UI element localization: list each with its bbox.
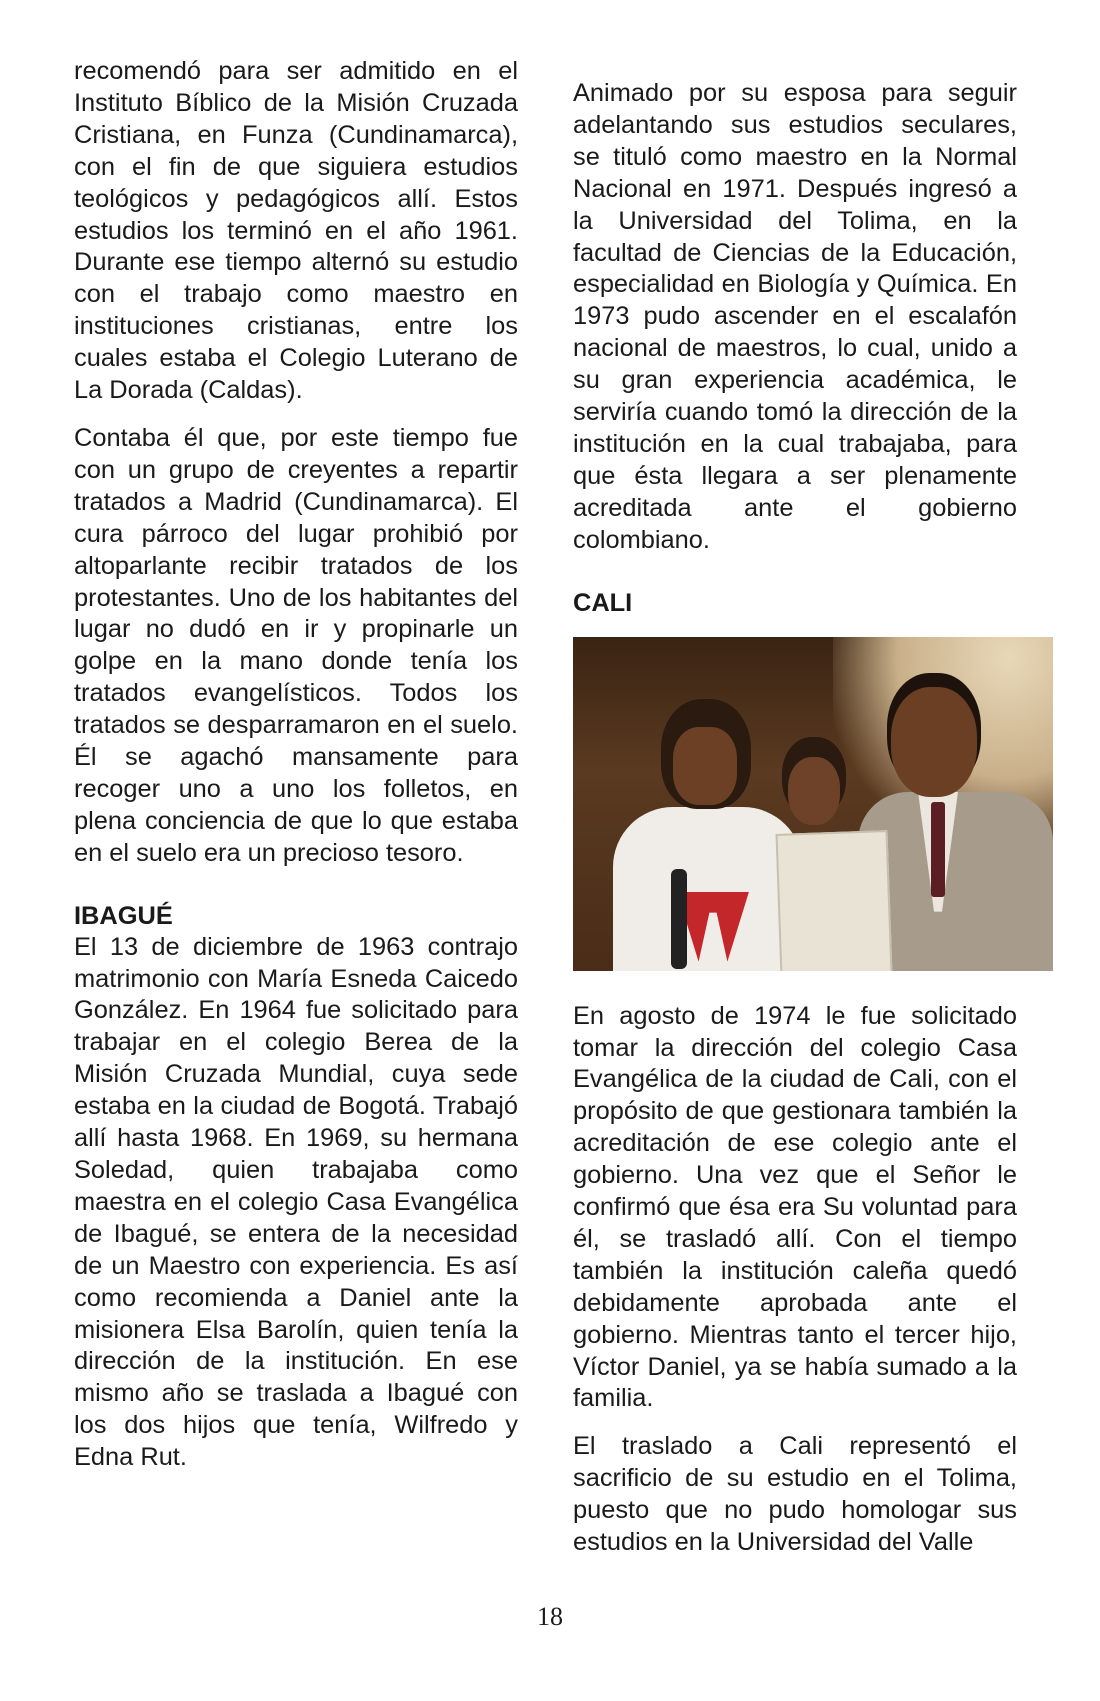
woman-figure [613, 807, 803, 971]
left-column [74, 56, 518, 1474]
paragraph: recomendó para ser admitido en el Instituto Bíblico de la Misión Cruzada Cristiana, en Funza (Cundinamarca), con el fin de que siguiera estudios teológicos y pedagógicos allí. Estos estudios los terminó en el año 1961. Durante ese tiempo alternó su estudio con el trabajo como maestro en instituciones cristianas, entre los cuales estaba el Colegio Luterano de La Dorada (Caldas). [74, 57, 518, 405]
paragraph: Contaba él que, por este tiempo fue con un grupo de creyentes a repartir tratados a Madrid (Cundinamarca). El cura párroco del lugar prohibió por altoparlante recibir tratados de los protestantes. Uno de los habitantes del lugar no dudó en ir y propinarle un golpe en la mano donde tenía los tratados evangelísticos. Todos los tratados se desparramaron en el suelo. Él se agachó mansamente para recoger uno a uno los folletos, en plena conciencia de que lo que estaba en el suelo era un precioso tesoro. [74, 423, 518, 867]
section-heading-cali: CALI [573, 588, 633, 617]
man-tie [931, 802, 945, 897]
man-face [891, 687, 977, 797]
diploma [776, 830, 893, 971]
right-column [573, 78, 1017, 1575]
paragraph: El traslado a Cali representó el sacrificio de su estudio en el Tolima, puesto que no pudo homologar sus estudios en la Universidad del Valle [573, 1432, 1017, 1557]
graduation-photo [573, 637, 1053, 971]
woman-face [673, 727, 737, 805]
paragraph: El 13 de diciembre de 1963 contrajo matrimonio con María Esneda Caicedo González. En 1964 fue solicitado para trabajar en el colegio Berea de la Misión Cruzada Mundial, cuya sede estaba en la ciudad de Bogotá. Trabajó allí hasta 1968. En 1969, su hermana Soledad, quien trabajaba como maestra en el colegio Casa Evangélica de Ibagué, se entera de la necesidad de un Maestro con experiencia. Es así como recomienda a Daniel ante la misionera Elsa Barolín, quien tenía la dirección de la institución. En ese mismo año se traslada a Ibagué con los dos hijos que tenía, Wilfredo y Edna Rut. [74, 932, 518, 1472]
paragraph: Animado por su esposa para seguir adelantando sus estudios seculares, se tituló como maestro en la Normal Nacional en 1971. Después ingresó a la Universidad del Tolima, en la facultad de Ciencias de la Educación, especialidad en Biología y Química. En 1973 pudo ascender en el escalafón nacional de maestros, lo cual, unido a su gran experiencia académica, le serviría cuando tomó la dirección de la institución en la cual trabajaba, para que ésta llegara a ser plenamente acreditada ante el gobierno colombiano. [573, 79, 1017, 554]
microphone [671, 869, 687, 969]
page-number: 18 [537, 1602, 563, 1631]
paragraph: En agosto de 1974 le fue solicitado tomar la dirección del colegio Casa Evangélica de la ciudad de Cali, con el propósito de que gestionara también la acreditación de ese colegio ante el gobierno. Una vez que el Señor le confirmó que ésa era Su voluntad para él, se trasladó allí. Con el tiempo también la institución caleña quedó debidamente aprobada ante el gobierno. Mientras tanto el tercer hijo, Víctor Daniel, ya se había sumado a la familia. [573, 1001, 1017, 1413]
girl-face [788, 757, 840, 825]
section-heading-ibague: IBAGUÉ [74, 901, 173, 930]
